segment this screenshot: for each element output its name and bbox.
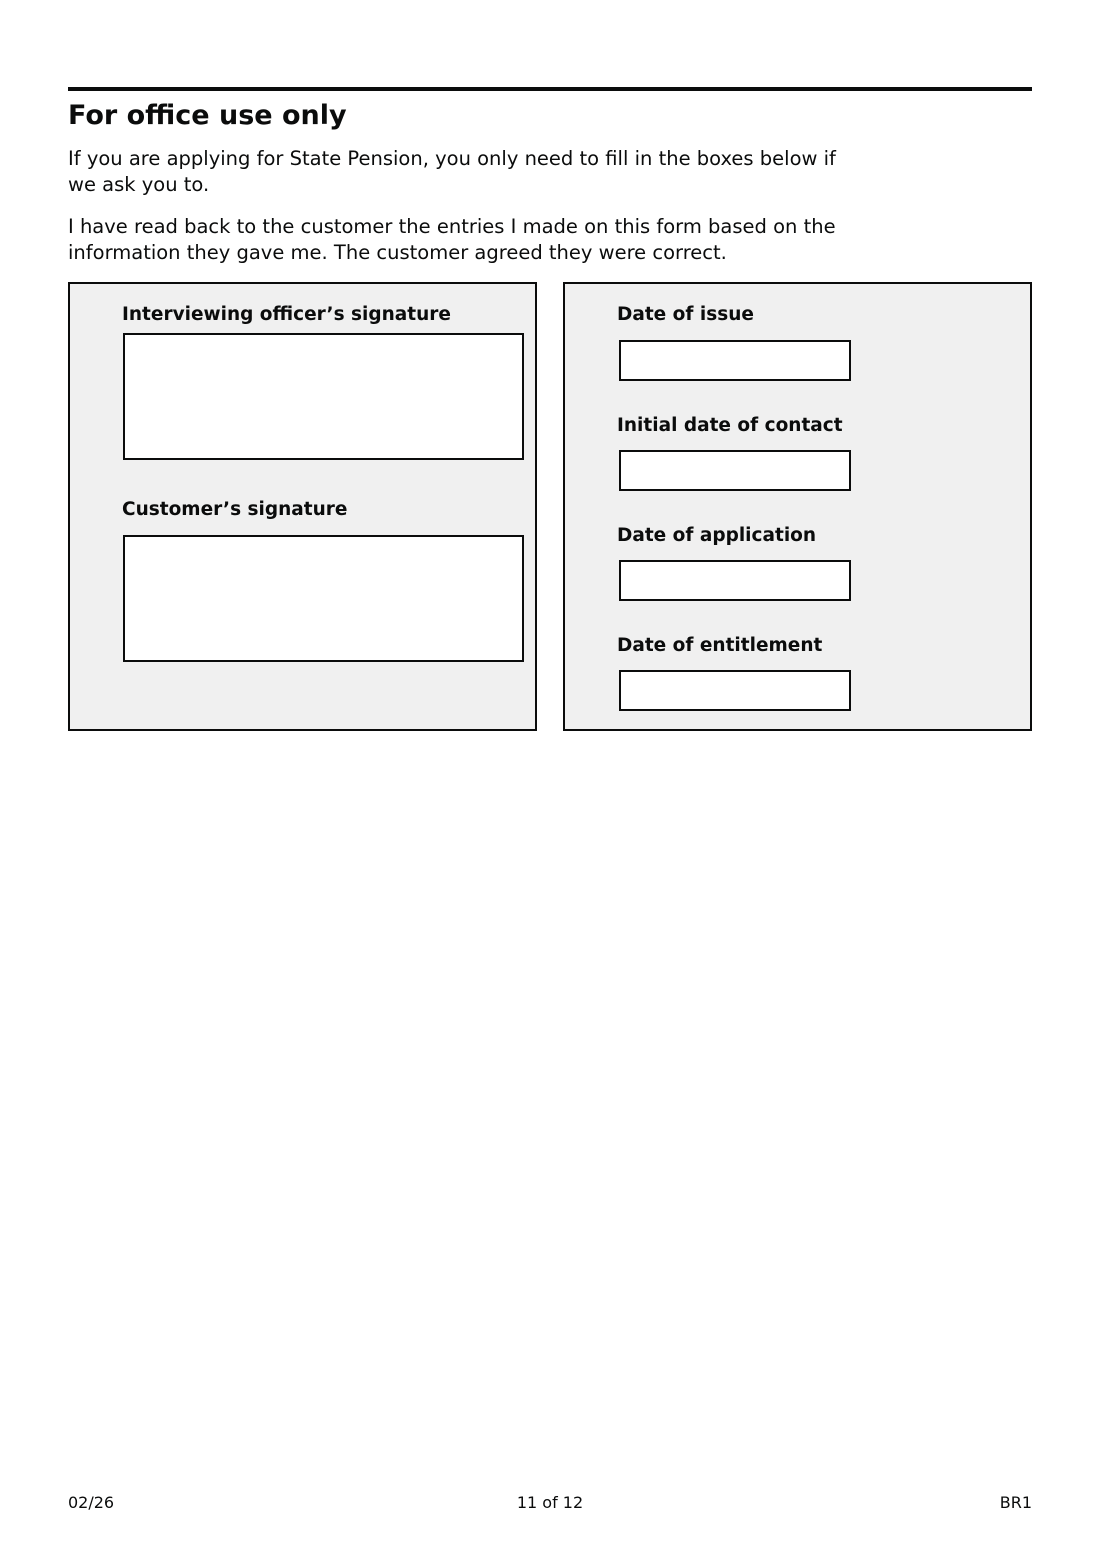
customer-signature-label: Customer’s signature [122, 499, 348, 520]
intro-paragraph: If you are applying for State Pension, you only need to fill in the boxes below if we ask you to. [68, 147, 836, 196]
footer-form-code: BR1 [999, 1493, 1032, 1512]
date-of-issue-label: Date of issue [617, 304, 754, 325]
application-date-field[interactable] [619, 560, 851, 601]
application-date-label: Date of application [617, 525, 817, 546]
declaration-paragraph: I have read back to the customer the entries I made on this form based on the information they gave me. The customer agreed they were correct. [68, 215, 836, 264]
officer-signature-label: Interviewing officer’s signature [122, 304, 451, 325]
section-title: For office use only [68, 100, 347, 131]
footer-page-number: 11 of 12 [516, 1493, 584, 1512]
entitlement-date-label: Date of entitlement [617, 635, 823, 656]
initial-contact-field[interactable] [619, 450, 851, 491]
date-of-issue-field[interactable] [619, 340, 851, 381]
footer-date: 02/26 [68, 1493, 115, 1512]
section-rule [68, 87, 1032, 91]
entitlement-date-field[interactable] [619, 670, 851, 711]
officer-signature-field[interactable] [123, 333, 524, 460]
initial-contact-label: Initial date of contact [617, 415, 843, 436]
dates-panel [563, 282, 1032, 731]
customer-signature-field[interactable] [123, 535, 524, 662]
signatures-panel [68, 282, 537, 731]
